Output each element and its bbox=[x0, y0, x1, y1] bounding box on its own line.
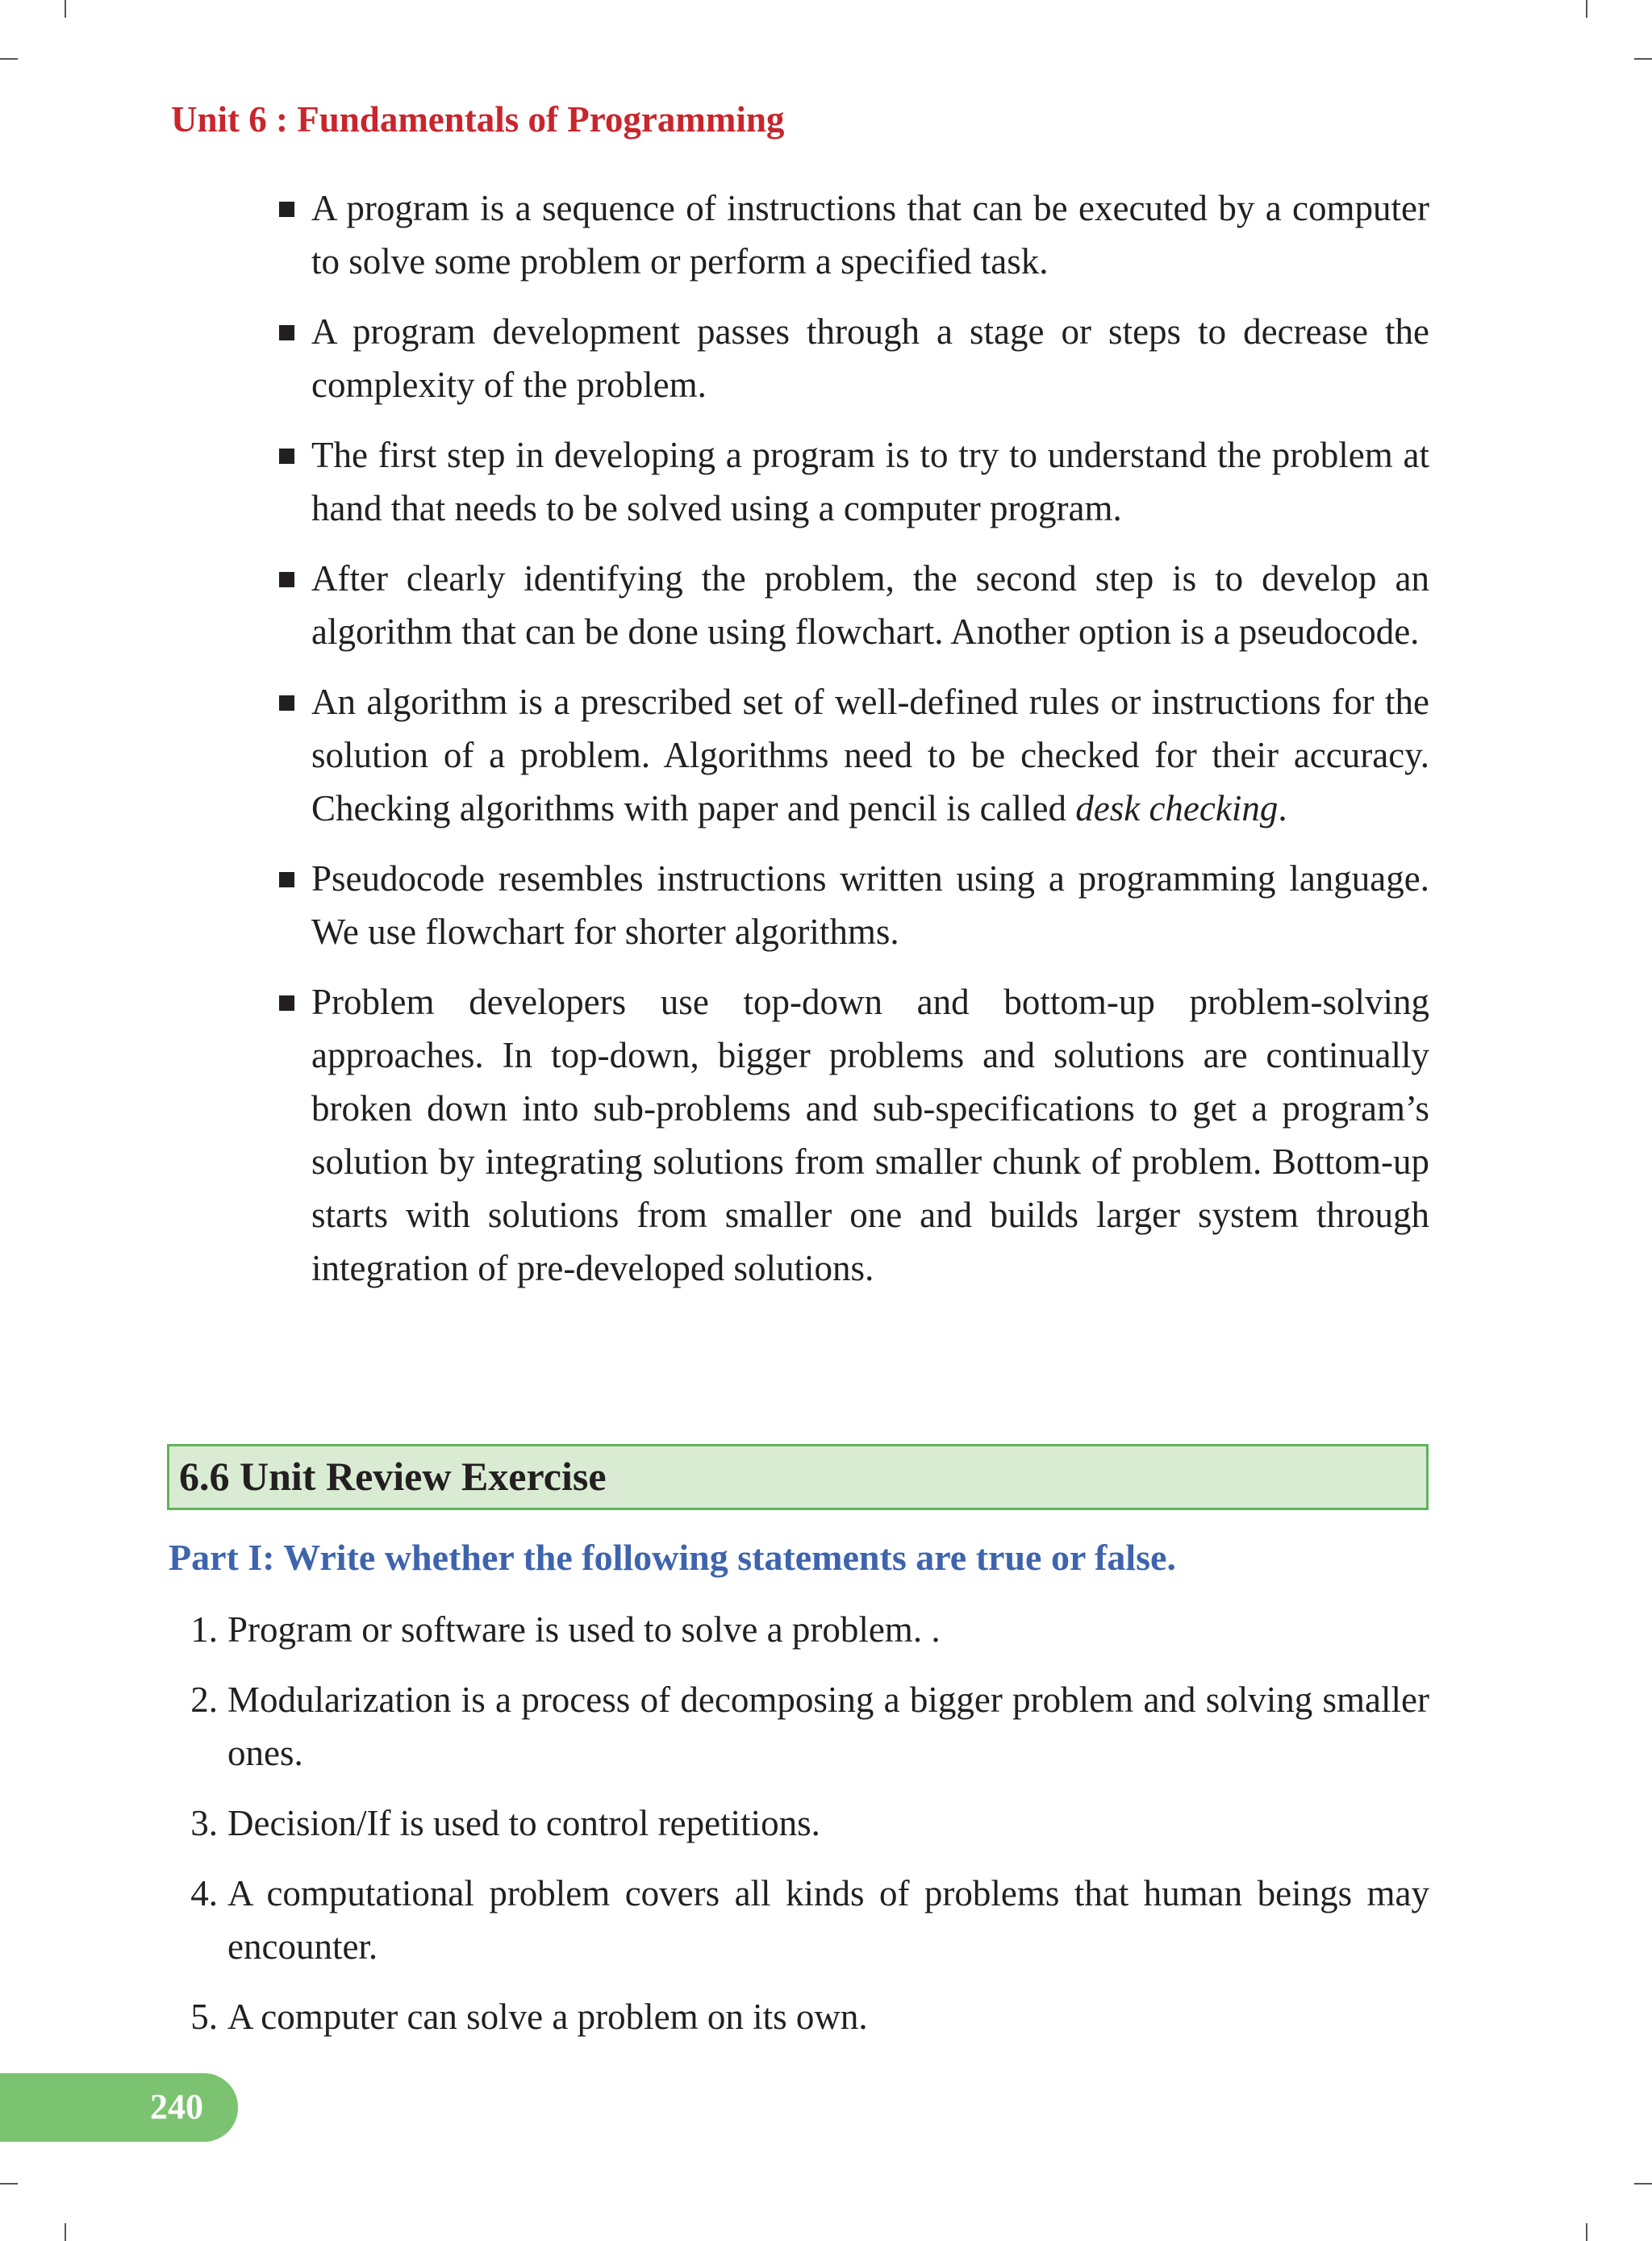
square-bullet-icon bbox=[279, 325, 294, 340]
bullet-text: After clearly identifying the problem, the second step is to develop an algorithm that can be done using flowchart. Another option is a pseudocode. bbox=[311, 558, 1429, 652]
crop-mark bbox=[65, 0, 66, 18]
item-text: A computer can solve a problem on its own. bbox=[227, 1997, 868, 2037]
item-number: 5. bbox=[190, 1997, 218, 2037]
section-heading-box bbox=[167, 1444, 1429, 1510]
list-item bbox=[279, 428, 1429, 535]
square-bullet-icon bbox=[279, 872, 294, 887]
list-item bbox=[279, 975, 1429, 1295]
item-number: 3. bbox=[190, 1803, 218, 1843]
running-head: Unit 6 : Fundamentals of Programming bbox=[171, 99, 785, 140]
bullet-text-end: . bbox=[1278, 788, 1287, 828]
bullet-text: Problem developers use top-down and bottom-up problem-solving approaches. In top-down, bigger problems and solutions are continually broken down into sub-problems and sub-specifications to get a program’s solution by integrating solutions from smaller chunk of problem. Bottom-up starts with solutions from smaller one and builds larger system through integration of pre-developed solutions. bbox=[311, 982, 1429, 1288]
crop-mark bbox=[65, 2223, 66, 2241]
exercise-item bbox=[171, 1797, 1429, 1850]
item-number: 4. bbox=[190, 1873, 218, 1913]
square-bullet-icon bbox=[279, 695, 294, 711]
list-item bbox=[279, 852, 1429, 958]
list-item bbox=[279, 305, 1429, 411]
bullet-text: A program development passes through a stage or steps to decrease the complexity of the problem. bbox=[311, 311, 1429, 405]
part-title: Part I: Write whether the following statements are true or false. bbox=[169, 1537, 1176, 1578]
list-item bbox=[279, 675, 1429, 835]
square-bullet-icon bbox=[279, 449, 294, 464]
crop-mark bbox=[1586, 0, 1587, 18]
bullet-text: An algorithm is a prescribed set of well-defined rules or instructions for the solution of a problem. Algorithms need to be checked for their accuracy. Checking algorithms with paper and pencil is called bbox=[311, 682, 1429, 828]
exercise-item bbox=[171, 1673, 1429, 1780]
item-text: Program or software is used to solve a problem. . bbox=[227, 1609, 941, 1650]
bullet-text: The first step in developing a program is to try to understand the problem at hand that needs to be solved using a computer program. bbox=[311, 435, 1429, 528]
bullet-text: Pseudocode resembles instructions written using a programming language. We use flowchart for shorter algorithms. bbox=[311, 858, 1429, 952]
item-text: A computational problem covers all kinds of problems that human beings may encounter. bbox=[227, 1873, 1429, 1967]
page-number: 240 bbox=[150, 2087, 203, 2126]
crop-mark bbox=[0, 2183, 18, 2185]
square-bullet-icon bbox=[279, 995, 294, 1011]
page-number-tab bbox=[0, 2073, 238, 2142]
square-bullet-icon bbox=[279, 572, 294, 587]
bullet-text: A program is a sequence of instructions that can be executed by a computer to solve some problem or perform a specified task. bbox=[311, 188, 1429, 282]
list-item bbox=[279, 182, 1429, 288]
item-text: Decision/If is used to control repetitions. bbox=[227, 1803, 820, 1843]
list-item bbox=[279, 552, 1429, 658]
exercise-item bbox=[171, 1990, 1429, 2043]
item-number: 1. bbox=[190, 1609, 218, 1650]
exercise-item bbox=[171, 1603, 1429, 1656]
item-number: 2. bbox=[190, 1680, 218, 1720]
crop-mark bbox=[1586, 2223, 1587, 2241]
desk-checking-term: desk checking bbox=[1075, 788, 1279, 828]
crop-mark bbox=[0, 58, 18, 60]
exercise-list bbox=[171, 1603, 1429, 2060]
exercise-item bbox=[171, 1867, 1429, 1973]
item-text: Modularization is a process of decomposing a bigger problem and solving smaller ones. bbox=[227, 1680, 1429, 1773]
crop-mark bbox=[1634, 58, 1652, 60]
summary-list bbox=[279, 182, 1429, 1312]
crop-mark bbox=[1634, 2183, 1652, 2185]
section-title: 6.6 Unit Review Exercise bbox=[179, 1454, 607, 1499]
square-bullet-icon bbox=[279, 202, 294, 217]
